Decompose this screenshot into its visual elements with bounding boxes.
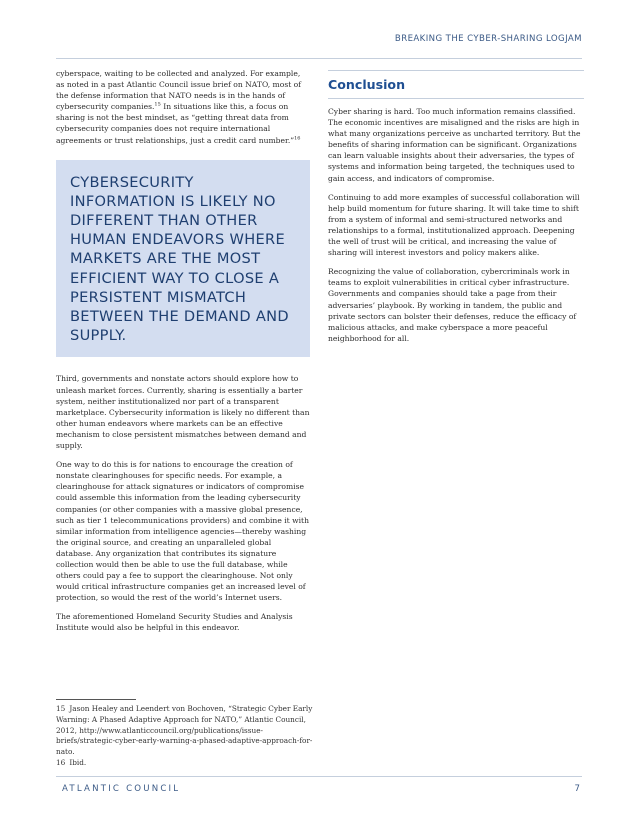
left-column	[56, 68, 310, 642]
heading-top-rule	[328, 70, 584, 71]
footnote-ref-15[interactable]: 15	[154, 101, 161, 108]
footnote-number: 15	[56, 704, 66, 713]
footnote-text: Ibid.	[69, 757, 87, 767]
running-title: BREAKING THE CYBER-SHARING LOGJAM	[394, 34, 582, 44]
footnote-number: 16	[56, 757, 66, 767]
page-number: 7	[574, 784, 580, 794]
left-paragraph-4: The aforementioned Homeland Security Studies and Analysis Institute would also be helpful in this endeavor.	[56, 612, 293, 633]
pull-quote-text: CYBERSECURITY INFORMATION IS LIKELY NO DIFFERENT THAN OTHER HUMAN ENDEAVORS WHERE MARKETS ARE THE MOST EFFICIENT WAY TO CLOSE A PERSISTENT MISMATCH BETWEEN THE DEMAND AND SUPPLY.	[70, 173, 289, 345]
footer-rule	[56, 776, 582, 777]
left-paragraph-3: One way to do this is for nations to encourage the creation of nonstate clearinghouses for specific needs. For example, a clearinghouse for attack signatures or indicators of compromise could assemble this information from the leading cybersecurity companies (or other companies with a massive global presence, such as tier 1 telecommunications providers) and combine it with similar information from intelligence agencies—thereby washing the original source, and creating an unparalleled global database. Any organization that contributes its signature collection would then be able to use the full database, while others could pay a fee to support the clearinghouse. Not only would critical infrastructure companies get an increased level of protection, so would the rest of the world’s Internet users.	[56, 460, 309, 603]
left-paragraph-1: cyberspace, waiting to be collected and analyzed. For example, as noted in a past Atlantic Council issue brief on NATO, most of the defense information that NATO needs is in the hands of cybersecurity companies.$^{15}$ In situations like this, a focus on sharing is not the best mindset, as “getting threat data from cybersecurity companies does not require international agreements or trust relationships, just a credit card number.”$^{16}$	[56, 69, 302, 145]
right-paragraph-1: Cyber sharing is hard. Too much information remains classified. The economic incentives are misaligned and the risks are high in what many organizations perceive as uncharted territory. But the benefits of sharing information can be significant. Organizations can learn valuable insights about their adversaries, the types of systems and information being targeted, the techniques used to gain access, and indicators of compromise.	[328, 107, 581, 183]
conclusion-heading: Conclusion	[328, 77, 584, 99]
footnote-ref-16[interactable]: 16	[294, 135, 301, 142]
right-paragraph-2: Continuing to add more examples of successful collaboration will help build momentum for future sharing. It will take time to shift from a system of informal and semi-structured networks and relationships to a formal, institutionalized approach. Deepening the well of trust will be critical, and increasing the value of sharing will interest investors and policy makers alike.	[328, 192, 580, 258]
footnote-text[interactable]: Jason Healey and Leendert von Bochoven, “Strategic Cyber Early Warning: A Phased Adaptive Approach for NATO,” Atlantic Council, 2012, http://www.atlanticcouncil.org/publications/issue-briefs/strategic-cyber-early-warning-a-phased-adaptive-approach-for-nato.	[56, 704, 313, 757]
footnote-rule	[56, 699, 136, 700]
left-paragraph-2: Third, governments and nonstate actors should explore how to unleash market forces. Currently, sharing is essentially a barter system, neither institutionalized nor part of a transparent marketplace. Cybersecurity information is likely no different than other human endeavors where markets can be an effective mechanism to close persistent mismatches between demand and supply.	[56, 374, 310, 451]
pull-quote-box	[56, 160, 310, 358]
footer-organization: ATLANTIC COUNCIL	[62, 784, 181, 794]
header-rule	[56, 58, 582, 59]
right-column	[328, 68, 584, 352]
footnote-16	[56, 758, 314, 769]
footnote-15	[56, 704, 314, 758]
footnotes	[56, 704, 314, 769]
right-paragraph-3: Recognizing the value of collaboration, cybercriminals work in teams to exploit vulnerabilities in critical cyber infrastructure. Governments and companies should take a page from their adversaries’ playbook. By working in tandem, the public and private sectors can bolster their defenses, reduce the efficacy of malicious attacks, and make cyberspace a more peaceful neighborhood for all.	[328, 267, 577, 343]
